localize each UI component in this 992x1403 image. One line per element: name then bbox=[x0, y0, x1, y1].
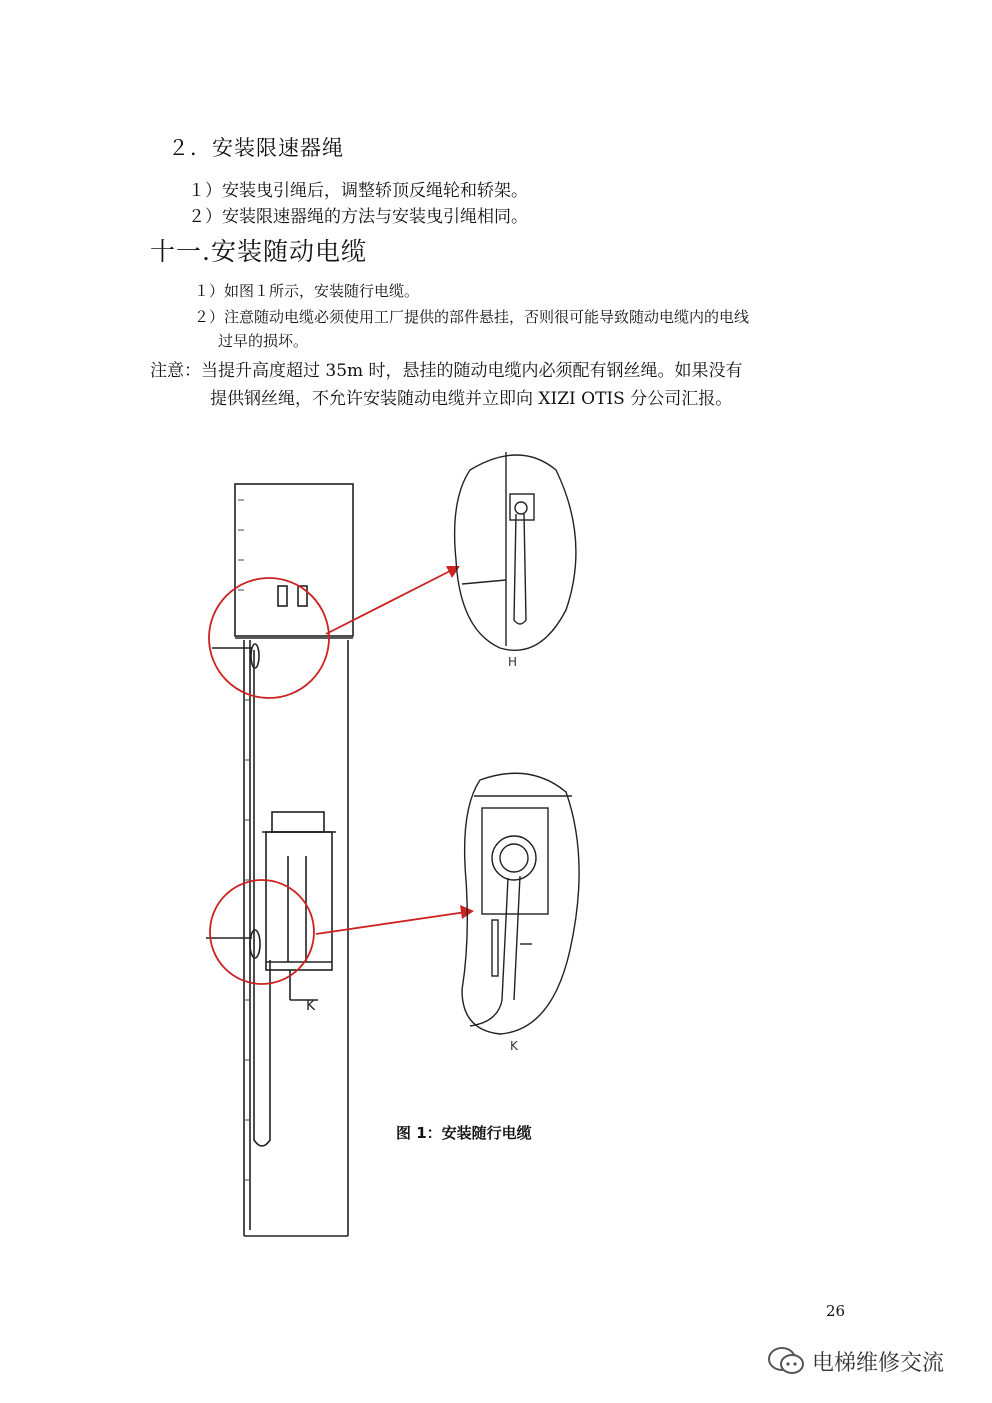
upper-arrow-line bbox=[326, 570, 452, 634]
lower-hanger-mark bbox=[250, 930, 260, 958]
upper-hanger-mark bbox=[251, 644, 259, 668]
lower-highlight-circle bbox=[210, 880, 314, 984]
lower-arrow-line bbox=[316, 912, 466, 934]
watermark-text: 电梯维修交流 bbox=[812, 1350, 945, 1376]
car-top-equip bbox=[272, 812, 324, 832]
detail-k-label: K bbox=[510, 1039, 518, 1053]
detail-k-clamp bbox=[492, 920, 498, 976]
upper-car-outline bbox=[235, 484, 353, 636]
section-2-item-1: １）安装曳引绳后，调整轿顶反绳轮和轿架。 bbox=[188, 181, 528, 201]
detail-k-ring-outer bbox=[492, 836, 536, 880]
detail-h-bracket bbox=[510, 494, 534, 520]
chat-bubbles-icon bbox=[766, 1344, 806, 1378]
section-2-item-2: ２）安装限速器绳的方法与安装曳引绳相同。 bbox=[188, 207, 528, 227]
detail-k-outline bbox=[462, 773, 579, 1034]
section-2-heading: ２．安装限速器绳 bbox=[168, 136, 344, 160]
page-number: 26 bbox=[826, 1302, 846, 1320]
detail-k-cable bbox=[470, 878, 508, 1026]
detail-k-ring-inner bbox=[500, 844, 528, 872]
detail-h-label: H bbox=[508, 655, 518, 669]
section-11-item-1: １）如图１所示，安装随行电缆。 bbox=[194, 282, 420, 300]
window-left bbox=[278, 586, 287, 606]
traveling-cable bbox=[254, 650, 270, 1146]
watermark bbox=[766, 1344, 944, 1378]
note-line-1: 注意：当提升高度超过 35m 时，悬挂的随动电缆内必须配有钢丝绳。如果没有 bbox=[150, 361, 743, 381]
section-11-heading: 十一.安装随动电缆 bbox=[150, 237, 367, 266]
section-11-item-2: ２）注意随动电缆必须使用工厂提供的部件悬挂，否则很可能导致随动电缆内的电线 bbox=[194, 308, 750, 326]
main-label-k: K bbox=[306, 998, 316, 1014]
figure-caption: 图 1：安装随行电缆 bbox=[396, 1124, 532, 1142]
note-line-2: 提供钢丝绳，不允许安装随动电缆并立即向 XIZI OTIS 分公司汇报。 bbox=[210, 389, 733, 409]
car-frame bbox=[266, 832, 332, 970]
detail-h-cable bbox=[514, 514, 526, 624]
section-11-item-2-cont: 过早的损坏。 bbox=[218, 332, 309, 350]
